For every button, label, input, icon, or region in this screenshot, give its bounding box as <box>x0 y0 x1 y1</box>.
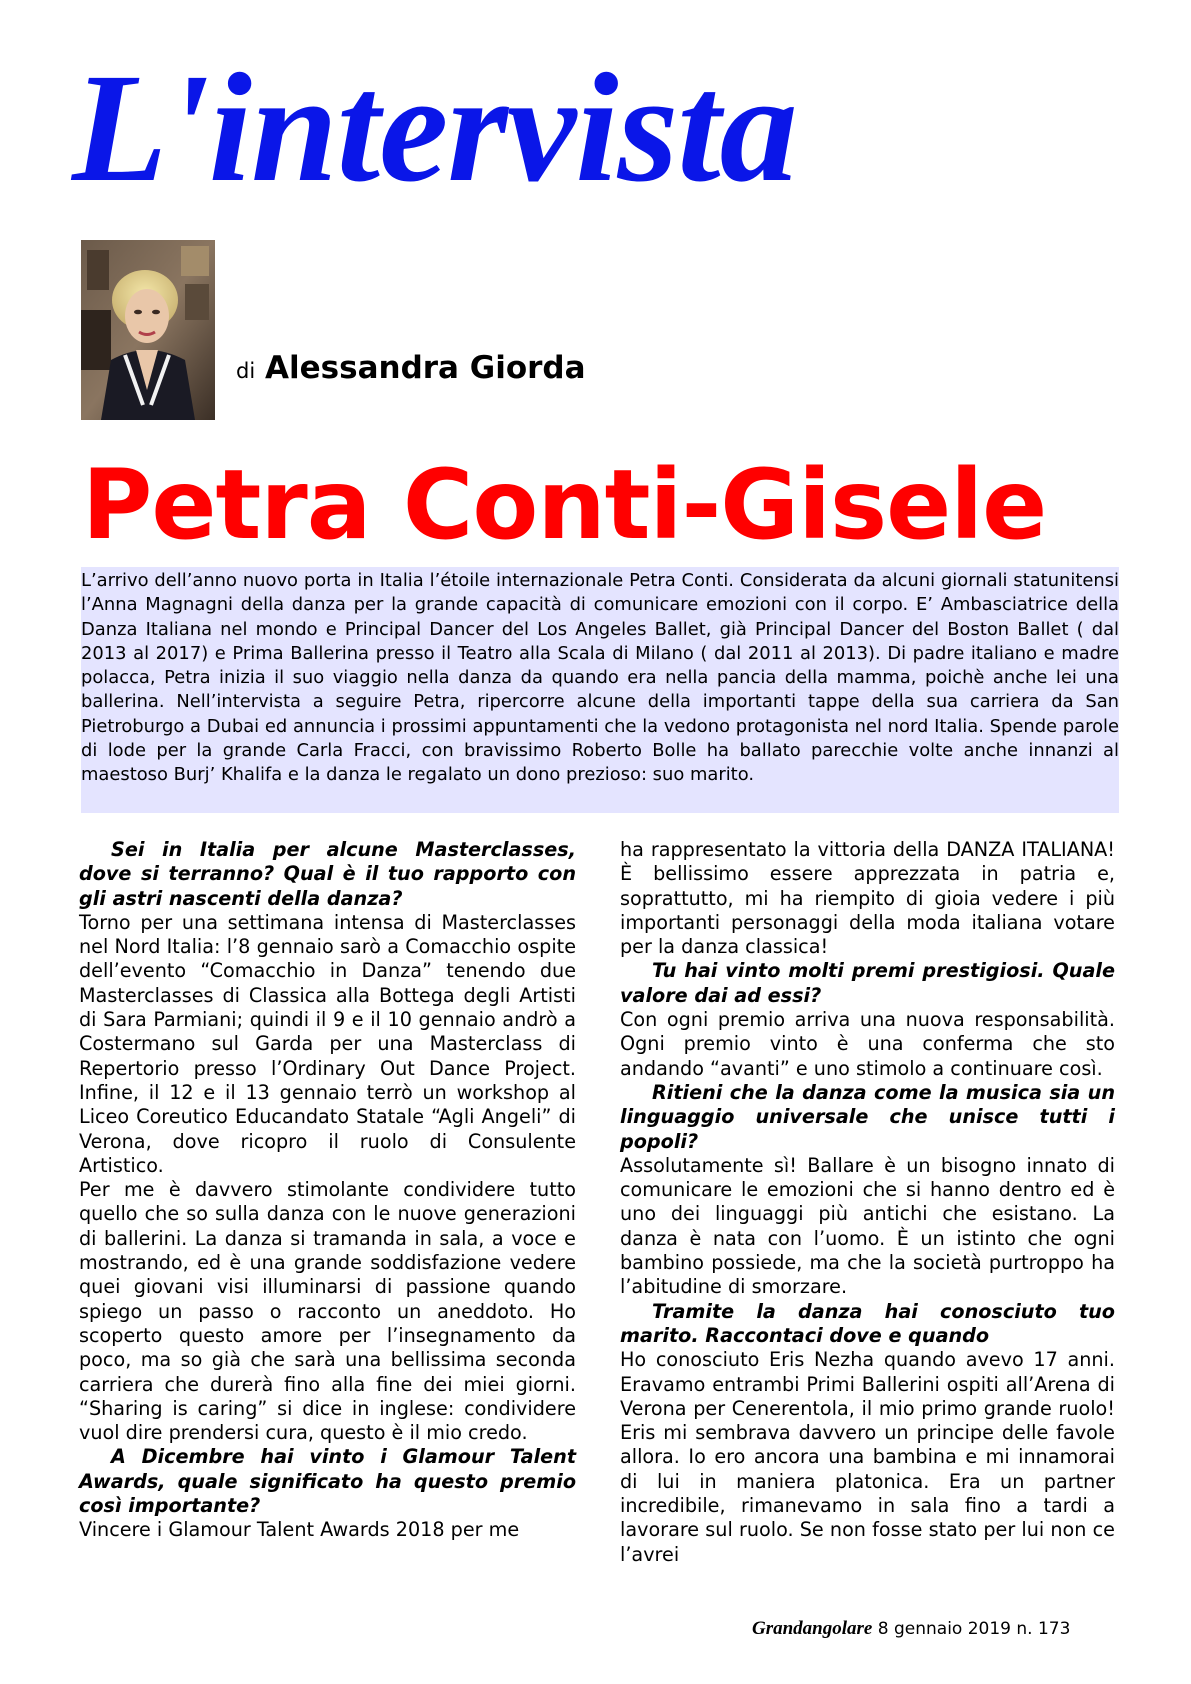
answer: Per me è davvero stimolante condividere tutto quello che so sulla danza con le nuove generazioni di ballerini. La danza si tramanda in sala, a voce e mostrando, ed è una grande soddisfazione vedere quei giovani visi illuminarsi di passione quando spiego un passo o racconto un aneddoto. Ho scoperto questo amore per l’insegnamento da poco, ma so già che sarà una bellissima seconda carriera che durerà fino alla fine dei miei giorni. “Sharing is caring” si dice in inglese: condividere vuol dire prendersi cura, questo è il mio credo. <box>79 1178 576 1445</box>
byline-prefix: di <box>236 359 256 383</box>
publication-name: Grandangolare <box>752 1618 873 1639</box>
byline <box>236 350 586 386</box>
answer: Con ogni premio arriva una nuova responsabilità. Ogni premio vinto è una conferma che sto andando “avanti” e uno stimolo a continuare così. <box>620 1008 1115 1080</box>
left-column <box>79 838 576 1543</box>
right-column <box>620 838 1115 1567</box>
question: A Dicembre hai vinto i Glamour Talent Awards, quale significato ha questo premio così importante? <box>79 1445 576 1518</box>
answer: Vincere i Glamour Talent Awards 2018 per me <box>79 1518 520 1542</box>
masthead-title: L'intervista <box>72 41 797 214</box>
question: Sei in Italia per alcune Masterclasses, dove si terranno? Qual è il tuo rapporto con gli astri nascenti della danza? <box>79 838 576 910</box>
issue-info: 8 gennaio 2019 n. 173 <box>877 1619 1071 1639</box>
question: Tramite la danza hai conosciuto tuo marito. Raccontaci dove e quando <box>620 1299 1115 1347</box>
answer: ha rappresentato la vittoria della DANZA ITALIANA! È bellissimo essere apprezzata in patria e, soprattutto, mi ha riempito di gioia vedere i più importanti personaggi della moda italiana votare per la danza classica! <box>620 838 1115 959</box>
answer: Torno per una settimana intensa di Masterclasses nel Nord Italia: l’8 gennaio sarò a Comacchio ospite dell’evento “Comacchio in Danza” tenendo due Masterclasses di Classica alla Bottega degli Artisti di Sara Parmiani; quindi il 9 e il 10 gennaio andrò a Costermano sul Garda per una Masterclass di Repertorio presso l’Ordinary Out Dance Project. Infine, il 12 e il 13 gennaio terrò un workshop al Liceo Coreutico Educandato Statale “Agli Angeli” di Verona, dove ricopro il ruolo di Consulente Artistico. <box>79 910 576 1177</box>
byline-author: Alessandra Giorda <box>265 350 586 386</box>
answer: Ho conosciuto Eris Nezha quando avevo 17 anni. Eravamo entrambi Primi Ballerini ospiti all’Arena di Verona per Cenerentola, il mio primo grande ruolo! Eris mi sembrava davvero un principe delle favole allora. Io ero ancora una bambina e mi innamorai di lui in maniera platonica. Era un partner incredibile, rimanevamo in sala fino a tardi a lavorare sul ruolo. Se non fosse stato per lui non ce l’avrei <box>620 1348 1115 1566</box>
question: Tu hai vinto molti premi prestigiosi. Quale valore dai ad essi? <box>620 959 1115 1007</box>
author-photo <box>81 240 215 420</box>
article-headline: Petra Conti-Gisele <box>82 449 1047 561</box>
lead-paragraph: L’arrivo dell’anno nuovo porta in Italia l’étoile internazionale Petra Conti. Considerata da alcuni giornali statunitensi l’Anna Magnagni della danza per la grande capacità di comunicare emozioni con il corpo. E’ Ambasciatrice della Danza Italiana nel mondo e Principal Dancer del Los Angeles Ballet, già Principal Dancer del Boston Ballet ( dal 2013 al 2017) e Prima Ballerina presso il Teatro alla Scala di Milano ( dal 2011 al 2013). Di padre italiano e madre polacca, Petra inizia il suo viaggio nella danza da quando era nella pancia della mamma, poichè anche lei una ballerina. Nell’intervista a seguire Petra, ripercorre alcune della importanti tappe della sua carriera da San Pietroburgo a Dubai ed annuncia i prossimi appuntamenti che la vedono protagonista nel nord Italia. Spende parole di lode per la grande Carla Fracci, con bravissimo Roberto Bolle ha ballato parecchie volte anche innanzi al maestoso Burj’ Khalifa e la danza le regalato un dono prezioso: suo marito. <box>81 567 1119 813</box>
page-footer <box>752 1618 1070 1640</box>
question: Ritieni che la danza come la musica sia un linguaggio universale che unisce tutti i popoli? <box>620 1080 1115 1153</box>
answer: Assolutamente sì! Ballare è un bisogno innato di comunicare le emozioni che si hanno dentro ed è uno dei linguaggi più antichi che esistano. La danza è nata con l’uomo. È un istinto che ogni bambino possiede, ma che la società purtroppo ha l’abitudine di smorzare. <box>620 1153 1115 1299</box>
